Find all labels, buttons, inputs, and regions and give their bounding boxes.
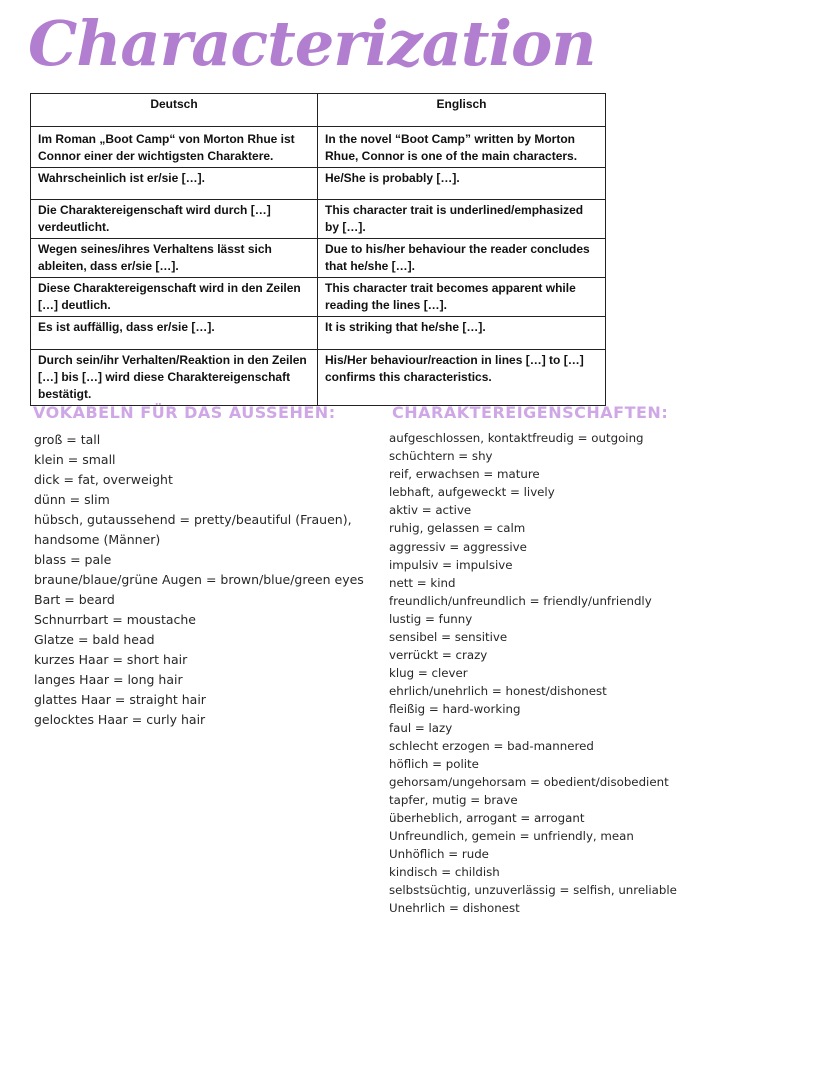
list-item: hübsch, gutaussehend = pretty/beautiful (Frauen), [34,512,352,527]
traits-heading: CHARAKTEREIGENSCHAFTEN: [392,403,669,422]
cell-deutsch: Durch sein/ihr Verhalten/Reaktion in den Zeilen […] bis […] wird diese Charaktereigenschaft bestätigt. [31,350,318,406]
list-item: reif, erwachsen = mature [389,467,540,482]
list-item: Glatze = bald head [34,632,155,647]
appearance-heading: VOKABELN FÜR DAS AUSSEHEN: [33,403,336,422]
page-title: Characterization [28,7,596,80]
list-item: aufgeschlossen, kontaktfreudig = outgoing [389,431,644,445]
cell-englisch: In the novel “Boot Camp” written by Morton Rhue, Connor is one of the main characters. [318,127,606,168]
list-item: tapfer, mutig = brave [389,792,518,807]
list-item: blass = pale [34,552,112,567]
list-item: Unfreundlich, gemein = unfriendly, mean [389,829,634,844]
list-item: aktiv = active [389,503,472,518]
cell-deutsch: Wahrscheinlich ist er/sie […]. [31,168,318,200]
list-item: dünn = slim [34,492,110,507]
list-item: groß = tall [34,432,101,447]
cell-englisch: This character trait becomes apparent while reading the lines […]. [318,278,606,317]
cell-englisch: It is striking that he/she […]. [318,317,606,350]
cell-englisch: He/She is probably […]. [318,168,606,200]
list-item: nett = kind [389,575,456,590]
table-header-row [31,94,606,127]
table-row [31,168,606,200]
list-item: aggressiv = aggressive [389,539,527,554]
list-item: klein = small [34,452,116,467]
header-englisch: Englisch [318,94,606,127]
list-item: klug = clever [389,666,468,681]
list-item: höflich = polite [389,756,479,771]
list-item: selbstsüchtig, unzuverlässig = selfish, unreliable [389,883,677,898]
list-item: schlecht erzogen = bad-mannered [389,738,594,753]
list-item: sensibel = sensitive [389,630,508,645]
list-item: fleißig = hard-working [389,702,521,717]
list-item: lebhaft, aufgeweckt = lively [389,485,555,500]
cell-deutsch: Die Charaktereigenschaft wird durch […] verdeutlicht. [31,200,318,239]
appearance-list [34,430,364,730]
cell-deutsch: Diese Charaktereigenschaft wird in den Zeilen […] deutlich. [31,278,318,317]
cell-englisch: His/Her behaviour/reaction in lines […] to […] confirms this characteristics. [318,350,606,406]
list-item: überheblich, arrogant = arrogant [389,810,585,825]
header-deutsch: Deutsch [31,94,318,127]
list-item: dick = fat, overweight [34,472,173,487]
list-item: faul = lazy [389,720,453,735]
list-item: Bart = beard [34,592,115,607]
list-item: verrückt = crazy [389,648,488,663]
table-row [31,350,606,406]
cell-deutsch: Wegen seines/ihres Verhaltens lässt sich ableiten, dass er/sie […]. [31,239,318,278]
table-row [31,317,606,350]
list-item: kindisch = childish [389,865,500,880]
table-row [31,278,606,317]
table-row [31,200,606,239]
table-row [31,239,606,278]
list-item: impulsiv = impulsive [389,557,513,572]
list-item: gelocktes Haar = curly hair [34,712,206,727]
list-item: kurzes Haar = short hair [34,652,188,667]
table-row [31,127,606,168]
list-item: langes Haar = long hair [34,672,183,687]
cell-deutsch: Im Roman „Boot Camp“ von Morton Rhue ist Connor einer der wichtigsten Charaktere. [31,127,318,168]
cell-deutsch: Es ist auffällig, dass er/sie […]. [31,317,318,350]
list-item: ruhig, gelassen = calm [389,521,526,536]
cell-englisch: This character trait is underlined/emphasized by […]. [318,200,606,239]
list-item: Unehrlich = dishonest [389,901,520,916]
list-item: ehrlich/unehrlich = honest/dishonest [389,684,607,699]
list-item: freundlich/unfreundlich = friendly/unfriendly [389,593,652,608]
cell-englisch: Due to his/her behaviour the reader concludes that he/she […]. [318,239,606,278]
list-item: gehorsam/ungehorsam = obedient/disobedient [389,774,669,789]
list-item: braune/blaue/grüne Augen = brown/blue/green eyes [34,572,364,587]
list-item: Unhöflich = rude [389,847,489,862]
list-item: lustig = funny [389,611,473,626]
list-item: handsome (Männer) [34,532,161,547]
list-item: Schnurrbart = moustache [34,612,196,627]
list-item: glattes Haar = straight hair [34,692,206,707]
list-item: schüchtern = shy [389,449,493,464]
traits-list [389,429,677,918]
phrases-table [30,93,606,406]
